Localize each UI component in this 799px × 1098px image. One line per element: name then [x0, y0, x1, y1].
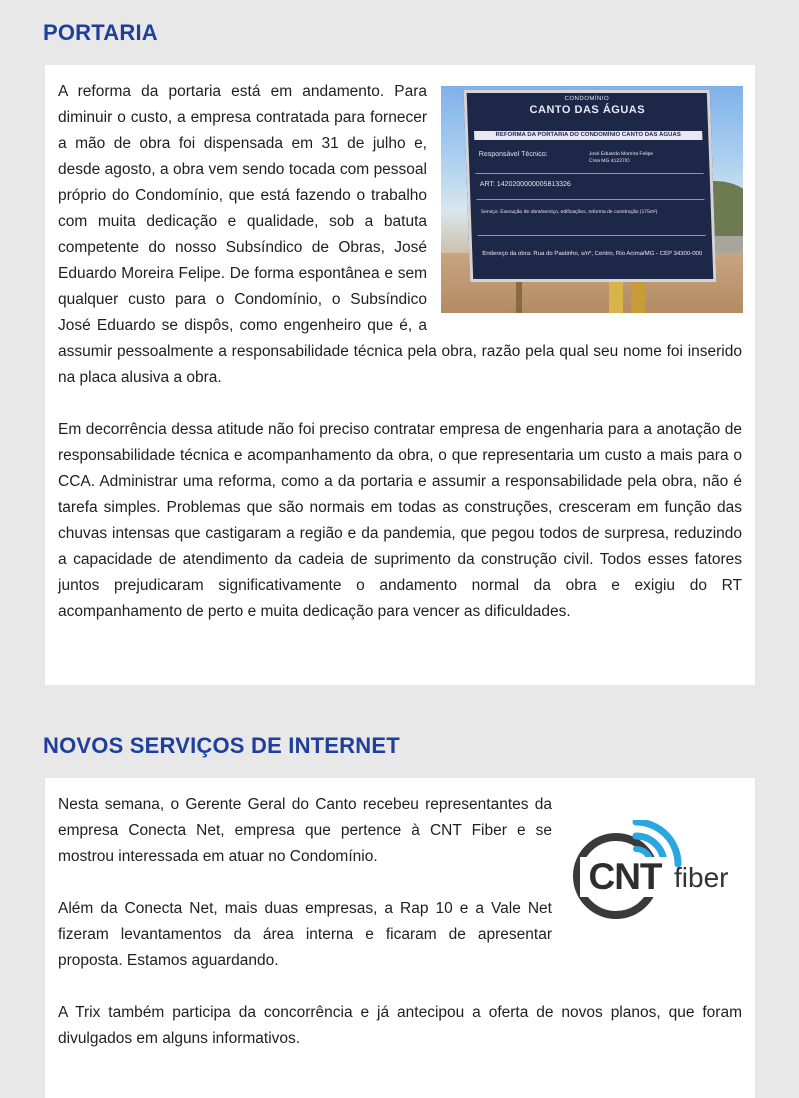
- sign-title: REFORMA DA PORTARIA DO CONDOMÍNIO CANTO DAS ÁGUAS: [474, 131, 702, 140]
- sign-art: ART: 1420200000005813326: [479, 181, 572, 188]
- internet-paragraph-2: Além da Conecta Net, mais duas empresas, a Rap 10 e a Vale Net fizeram levantamentos da área interna e ficaram de apresentar proposta. Estamos aguardando.: [58, 900, 552, 969]
- sign-resp-name: José Eduardo Moreira Felipe: [588, 151, 654, 158]
- portaria-paragraph-1: A reforma da portaria está em andamento. Para diminuir o custo, a empresa contratada para fornecer a mão de obra foi dispensada em 31 de julho e, desde agosto, a obra vem sendo tocada com pessoal próprio do Condomínio, que está fazendo o trabalho com muita dedicação e qualidade, sob a batuta competente do nosso Subsíndico de Obras, José Eduardo Moreira Felipe. De forma espontânea e sem qualquer custo para o Condomínio, o Subsíndico José Eduardo se dispôs, como engenheiro que é, a assumir pessoalmente a responsabilidade técnica pela obra, razão pela qual seu nome foi inserido na placa alusiva a obra.: [58, 83, 742, 386]
- cnt-fiber-logo: [566, 820, 746, 930]
- internet-card: [45, 778, 755, 1098]
- sign-brand: CANTO DAS ÁGUAS: [529, 104, 646, 117]
- portaria-paragraph-2: Em decorrência dessa atitude não foi preciso contratar empresa de engenharia para a anotação de responsabilidade técnica e acompanhamento da obra, o que representaria um custo a mais para o CCA. Administrar uma reforma, como a da portaria e assumir a responsabilidade pela obra, não é tarefa simples. Problemas que são normais em todas as construções, cresceram em função das chuvas intensas que castigaram a região e da pandemia, que pegou todos de surpresa, reduzindo a capacidade de atendimento da cadeia de suprimento da construção civil. Todos esses fatores juntos prejudicaram significativamente o andamento normal da obra e exigiu do RT acompanhamento de perto e muita dedicação para vencer as dificuldades.: [58, 421, 742, 620]
- sign-top-text: CONDOMÍNIO: [564, 96, 610, 103]
- sign-servico: Serviço: Execução de obra/serviço, edificações, reforma de construção (175m²): [480, 208, 658, 215]
- internet-paragraph-3: A Trix também participa da concorrência e já antecipou a oferta de novos planos, que foram divulgados em alguns informativos.: [58, 1004, 742, 1047]
- sign-resp-crea: Crea MG 41227/D: [589, 158, 630, 165]
- sign-resp-label: Responsável Técnico:: [478, 151, 548, 159]
- internet-paragraph-1: Nesta semana, o Gerente Geral do Canto recebeu representantes da empresa Conecta Net, empresa que pertence à CNT Fiber e se mostrou interessada em atuar no Condomínio.: [58, 796, 552, 865]
- logo-suffix-text: fiber: [674, 862, 729, 893]
- logo-brand-text: CNT: [580, 857, 670, 897]
- construction-sign: [464, 90, 717, 282]
- section-title-portaria: PORTARIA: [43, 20, 158, 45]
- section-title-internet: NOVOS SERVIÇOS DE INTERNET: [43, 733, 400, 758]
- sign-endereco: Endereço da obra: Rua do Pastinho, s/nº, Centro, Rio Acima/MG - CEP 34300-000: [482, 250, 703, 257]
- construction-sign-photo: [441, 86, 743, 313]
- portaria-card: [45, 65, 755, 685]
